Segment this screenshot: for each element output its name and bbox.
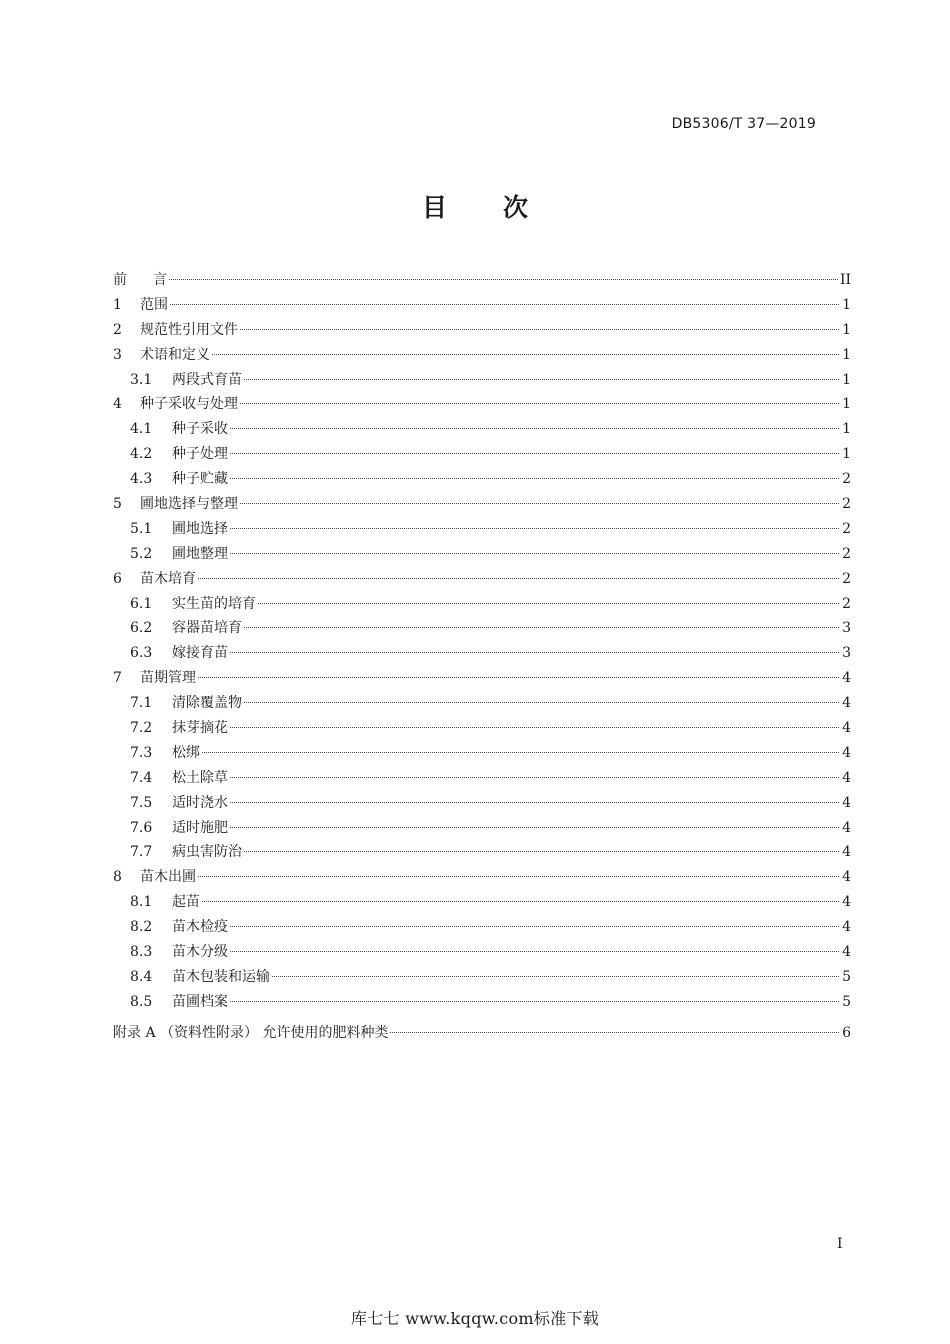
toc-leader-dots xyxy=(230,428,839,429)
toc-entry-page: 4 xyxy=(842,794,851,811)
toc-entry-text: 种子处理 xyxy=(172,446,228,463)
toc-entry[interactable] xyxy=(113,741,851,766)
toc-entry-number: 7 xyxy=(113,670,122,687)
toc-entry-text: 圃地选择与整理 xyxy=(140,496,238,513)
toc-leader-dots xyxy=(170,304,839,305)
toc-entry-preface[interactable] xyxy=(113,268,851,293)
toc-entry-page: 5 xyxy=(842,968,851,985)
toc-leader-dots xyxy=(230,652,839,653)
toc-entry-page: 1 xyxy=(842,346,851,363)
toc-entry-text: 圃地选择 xyxy=(172,520,228,537)
toc-entry-text: 松土除草 xyxy=(172,769,228,786)
toc-entry-number: 6.1 xyxy=(130,595,153,612)
toc-entry-number: 4 xyxy=(113,396,122,413)
toc-entry-number: 6.2 xyxy=(130,620,153,637)
toc-entry-page: 4 xyxy=(842,819,851,836)
toc-leader-dots xyxy=(272,976,839,977)
toc-entry[interactable] xyxy=(113,940,851,965)
toc-entry[interactable] xyxy=(113,567,851,592)
toc-entry-number: 4.3 xyxy=(130,471,153,488)
toc-entry-page: 5 xyxy=(842,993,851,1010)
toc-entry[interactable] xyxy=(113,915,851,940)
toc-leader-dots xyxy=(258,603,839,604)
toc-entry-text: 圃地整理 xyxy=(172,545,228,562)
toc-entry-text: 范围 xyxy=(140,296,168,313)
page-number: I xyxy=(837,1236,843,1252)
toc-entry-text: 苗圃档案 xyxy=(172,993,228,1010)
toc-entry[interactable] xyxy=(113,368,851,393)
toc-leader-dots xyxy=(244,379,839,380)
toc-entry-page: 4 xyxy=(842,744,851,761)
toc-entry[interactable] xyxy=(113,641,851,666)
toc-entry[interactable] xyxy=(113,293,851,318)
toc-entry-page: 2 xyxy=(842,520,851,537)
toc-entry-text: 病虫害防治 xyxy=(172,844,242,861)
toc-entry-number: 5 xyxy=(113,496,122,513)
toc-entry-text: 苗木分级 xyxy=(172,944,228,961)
toc-entry-number: 7.5 xyxy=(130,794,153,811)
toc-entry-page: 4 xyxy=(842,869,851,886)
toc-entry-text: 前 言 xyxy=(113,272,167,288)
toc-entry-number: 8.5 xyxy=(130,993,153,1010)
toc-entry[interactable] xyxy=(113,417,851,442)
title-char-1: 目 xyxy=(421,193,447,222)
toc-entry-number: 8.4 xyxy=(130,968,153,985)
toc-entry-text: 苗期管理 xyxy=(140,670,196,687)
toc-entry-page: 2 xyxy=(842,545,851,562)
toc-entry-page: 6 xyxy=(842,1024,851,1041)
toc-entry[interactable] xyxy=(113,392,851,417)
toc-entry-number: 8.2 xyxy=(130,919,153,936)
footer-watermark[interactable]: 库七七 www.kqqw.com标准下载 xyxy=(350,1309,600,1328)
toc-entry-page: 4 xyxy=(842,919,851,936)
toc-entry-appendix[interactable] xyxy=(113,1021,851,1046)
toc-entry[interactable] xyxy=(113,816,851,841)
toc-entry[interactable] xyxy=(113,990,851,1015)
toc-entry-text: 松绑 xyxy=(172,744,200,761)
toc-entry-page: 4 xyxy=(842,769,851,786)
toc-leader-dots xyxy=(240,329,839,330)
toc-entry-text: 附录 A （资料性附录） 允许使用的肥料种类 xyxy=(113,1024,389,1041)
toc-leader-dots xyxy=(202,752,839,753)
toc-entry[interactable] xyxy=(113,766,851,791)
toc-entry-text: 种子贮藏 xyxy=(172,471,228,488)
toc-entry-page: 1 xyxy=(842,396,851,413)
toc-entry-text: 种子采收与处理 xyxy=(140,396,238,413)
toc-entry-number: 5.1 xyxy=(130,520,153,537)
toc-leader-dots xyxy=(244,702,839,703)
toc-entry-number: 8.1 xyxy=(130,894,153,911)
toc-entry-page: 1 xyxy=(842,421,851,438)
toc-entry[interactable] xyxy=(113,492,851,517)
toc-leader-dots xyxy=(230,478,839,479)
toc-entry[interactable] xyxy=(113,666,851,691)
toc-entry-text: 苗木培育 xyxy=(140,570,196,587)
toc-entry-text: 起苗 xyxy=(172,894,200,911)
toc-leader-dots xyxy=(390,1032,839,1033)
toc-entry-page: 4 xyxy=(842,894,851,911)
toc-entry-page: 3 xyxy=(842,645,851,662)
toc-entry-number: 7.4 xyxy=(130,769,153,786)
toc-entry-page: 2 xyxy=(842,570,851,587)
toc-entry-number: 1 xyxy=(113,296,122,313)
toc-entry-page: 4 xyxy=(842,944,851,961)
toc-leader-dots xyxy=(230,951,839,952)
toc-entry-page: 4 xyxy=(842,670,851,687)
toc-entry[interactable] xyxy=(113,318,851,343)
document-code: DB5306/T 37—2019 xyxy=(671,116,816,132)
toc-entry-text: 苗木包装和运输 xyxy=(172,968,270,985)
toc-entry[interactable] xyxy=(113,691,851,716)
toc-entry[interactable] xyxy=(113,791,851,816)
toc-leader-dots xyxy=(169,279,838,280)
toc-entry-page: II xyxy=(839,272,851,288)
toc-leader-dots xyxy=(230,802,839,803)
toc-entry-text: 适时施肥 xyxy=(172,819,228,836)
toc-entry[interactable] xyxy=(113,865,851,890)
toc-entry-number: 7.6 xyxy=(130,819,153,836)
toc-entry-page: 4 xyxy=(842,844,851,861)
toc-leader-dots xyxy=(230,1001,839,1002)
toc-entry-number: 7.2 xyxy=(130,720,153,737)
toc-leader-dots xyxy=(230,553,839,554)
page-title xyxy=(0,188,950,224)
toc-entry-page: 4 xyxy=(842,720,851,737)
toc-leader-dots xyxy=(198,578,839,579)
toc-leader-dots xyxy=(198,876,839,877)
toc-entry-page: 4 xyxy=(842,695,851,712)
toc-entry-number: 8 xyxy=(113,869,122,886)
toc-leader-dots xyxy=(230,528,839,529)
toc-entry-page: 1 xyxy=(842,296,851,313)
toc-entry-text: 苗木检疫 xyxy=(172,919,228,936)
toc-leader-dots xyxy=(230,777,839,778)
toc-entry-text: 苗木出圃 xyxy=(140,869,196,886)
toc-leader-dots xyxy=(230,453,839,454)
toc-entry[interactable] xyxy=(113,840,851,865)
toc-entry-text: 抹芽摘花 xyxy=(172,720,228,737)
toc-leader-dots xyxy=(230,926,839,927)
toc-entry-number: 6.3 xyxy=(130,645,153,662)
toc-leader-dots xyxy=(240,403,839,404)
toc-entry-text: 容器苗培育 xyxy=(172,620,242,637)
toc-entry-text: 实生苗的培育 xyxy=(172,595,256,612)
toc-entry-text: 清除覆盖物 xyxy=(172,695,242,712)
toc-entry[interactable] xyxy=(113,965,851,990)
toc-leader-dots xyxy=(240,503,839,504)
toc-entry-page: 3 xyxy=(842,620,851,637)
toc-entry-number: 8.3 xyxy=(130,944,153,961)
toc-entry-number: 3.1 xyxy=(130,371,153,388)
toc-entry-page: 2 xyxy=(842,496,851,513)
toc-entry-number: 4.1 xyxy=(130,421,153,438)
toc-entry-number: 3 xyxy=(113,346,122,363)
toc-entry[interactable] xyxy=(113,343,851,368)
toc-entry[interactable] xyxy=(113,716,851,741)
toc-entry-number: 6 xyxy=(113,570,122,587)
toc-entry[interactable] xyxy=(113,592,851,617)
toc-entry-page: 1 xyxy=(842,321,851,338)
toc-entry-page: 1 xyxy=(842,371,851,388)
toc-entry-number: 5.2 xyxy=(130,545,153,562)
toc-entry-number: 2 xyxy=(113,321,122,338)
toc-entry-page: 1 xyxy=(842,446,851,463)
table-of-contents xyxy=(113,268,851,1046)
toc-entry[interactable] xyxy=(113,890,851,915)
toc-leader-dots xyxy=(212,354,839,355)
toc-entry-text: 规范性引用文件 xyxy=(140,321,238,338)
toc-entry-page: 2 xyxy=(842,595,851,612)
toc-entry-page: 2 xyxy=(842,471,851,488)
toc-entry-number: 4.2 xyxy=(130,446,153,463)
toc-entry-text: 种子采收 xyxy=(172,421,228,438)
toc-leader-dots xyxy=(244,627,839,628)
toc-entry-number: 7.1 xyxy=(130,695,153,712)
toc-leader-dots xyxy=(244,851,839,852)
toc-leader-dots xyxy=(230,727,839,728)
toc-entry[interactable] xyxy=(113,517,851,542)
toc-entry[interactable] xyxy=(113,616,851,641)
toc-entry-text: 适时浇水 xyxy=(172,794,228,811)
toc-entry-number: 7.3 xyxy=(130,744,153,761)
toc-leader-dots xyxy=(230,827,839,828)
toc-leader-dots xyxy=(202,901,839,902)
toc-entry-number: 7.7 xyxy=(130,844,153,861)
toc-entry-text: 嫁接育苗 xyxy=(172,645,228,662)
title-char-2: 次 xyxy=(503,193,529,222)
toc-leader-dots xyxy=(198,677,839,678)
toc-entry[interactable] xyxy=(113,542,851,567)
toc-entry[interactable] xyxy=(113,442,851,467)
toc-entry[interactable] xyxy=(113,467,851,492)
toc-entry-text: 术语和定义 xyxy=(140,346,210,363)
toc-entry-text: 两段式育苗 xyxy=(172,371,242,388)
